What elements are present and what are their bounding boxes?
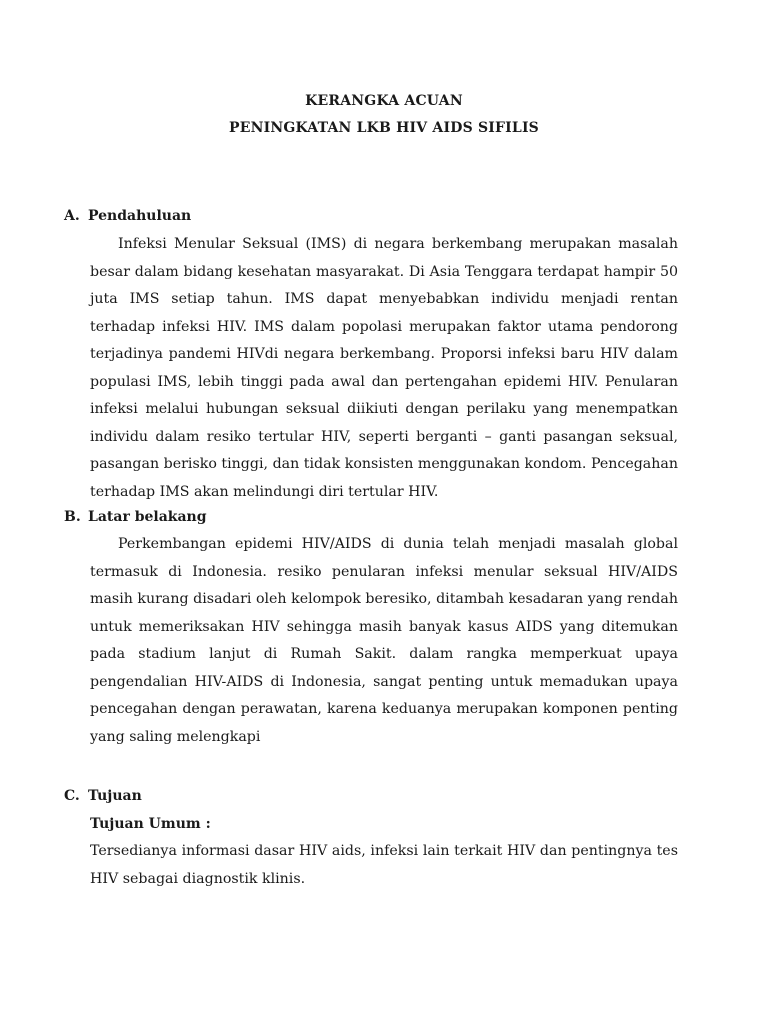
section-a-paragraph: Infeksi Menular Seksual (IMS) di negara berkembang merupakan masalah besar dalam bidang kesehatan masyarakat. Di Asia Tenggara terdapat hampir 50 juta IMS setiap tahun. IMS dapat menyebabkan individu menjadi rentan terhadap infeksi HIV. IMS dalam popolasi merupakan faktor utama pendorong terjadinya pandemi HIVdi negara berkembang. Proporsi infeksi baru HIV dalam populasi IMS, lebih tinggi pada awal dan pertengahan epidemi HIV. Penularan infeksi melalui hubungan seksual diikiuti dengan perilaku yang menempatkan individu dalam resiko tertular HIV, seperti berganti – ganti pasangan seksual, pasangan berisko tinggi, dan tidak konsisten menggunakan kondom. Pencegahan terhadap IMS akan melindungi diri tertular HIV.: [90, 236, 678, 500]
section-c-title: Tujuan: [88, 788, 142, 804]
section-b-heading: [64, 509, 207, 525]
section-c-subheading: Tujuan Umum :: [90, 816, 211, 832]
section-a-heading: [64, 208, 191, 224]
section-c-paragraph: Tersedianya informasi dasar HIV aids, infeksi lain terkait HIV dan pentingnya tes HIV sebagai diagnostik klinis.: [90, 843, 678, 887]
document-subtitle: PENINGKATAN LKB HIV AIDS SIFILIS: [229, 120, 539, 136]
section-b-paragraph: Perkembangan epidemi HIV/AIDS di dunia telah menjadi masalah global termasuk di Indonesia. resiko penularan infeksi menular seksual HIV/AIDS masih kurang disadari oleh kelompok beresiko, ditambah kesadaran yang rendah untuk memeriksakan HIV sehingga masih banyak kasus AIDS yang ditemukan pada stadium lanjut di Rumah Sakit. dalam rangka memperkuat upaya pengendalian HIV-AIDS di Indonesia, sangat penting untuk memadukan upaya pencegahan dengan perawatan, karena keduanya merupakan komponen penting yang saling melengkapi: [90, 536, 678, 745]
section-a-letter: A.: [64, 208, 80, 224]
section-b-title: Latar belakang: [88, 509, 207, 525]
document-title: KERANGKA ACUAN: [305, 93, 463, 109]
section-c-letter: C.: [64, 788, 80, 804]
section-c-heading: [64, 788, 142, 804]
section-a-title: Pendahuluan: [88, 208, 192, 224]
section-b-letter: B.: [64, 509, 81, 525]
